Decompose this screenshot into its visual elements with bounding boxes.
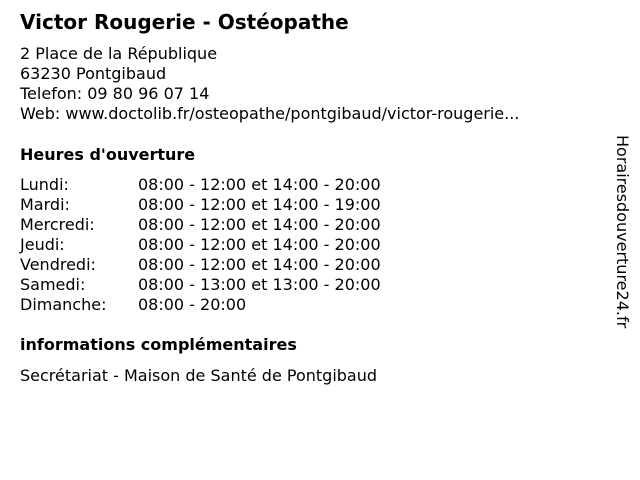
- opening-hours-table: [20, 175, 440, 315]
- hours-time: 08:00 - 12:00 et 14:00 - 20:00: [138, 235, 381, 254]
- hours-time: 08:00 - 12:00 et 14:00 - 20:00: [138, 255, 381, 274]
- address-city: 63230 Pontgibaud: [20, 64, 167, 83]
- website-link[interactable]: Web: www.doctolib.fr/osteopathe/pontgibaud/victor-rougerie...: [20, 104, 520, 123]
- hours-time: 08:00 - 12:00 et 14:00 - 19:00: [138, 195, 381, 214]
- hours-day: Lundi:: [20, 175, 69, 194]
- hours-heading: Heures d'ouverture: [20, 145, 196, 164]
- hours-row-friday: [20, 255, 440, 275]
- phone-number: Telefon: 09 80 96 07 14: [20, 84, 210, 103]
- hours-row-monday: [20, 175, 440, 195]
- address-street: 2 Place de la République: [20, 44, 218, 63]
- hours-day: Mercredi:: [20, 215, 95, 234]
- additional-info-text: Secrétariat - Maison de Santé de Pontgibaud: [20, 366, 378, 385]
- hours-day: Samedi:: [20, 275, 86, 294]
- hours-row-tuesday: [20, 195, 440, 215]
- hours-day: Mardi:: [20, 195, 70, 214]
- additional-info-heading: informations complémentaires: [20, 335, 297, 354]
- site-watermark: [612, 135, 632, 371]
- hours-day: Dimanche:: [20, 295, 107, 314]
- watermark-text: Horairesdouverture24.fr: [613, 135, 632, 329]
- business-name: Victor Rougerie - Ostéopathe: [20, 10, 349, 34]
- hours-day: Jeudi:: [20, 235, 65, 254]
- hours-time: 08:00 - 13:00 et 13:00 - 20:00: [138, 275, 381, 294]
- hours-time: 08:00 - 12:00 et 14:00 - 20:00: [138, 215, 381, 234]
- hours-time: 08:00 - 20:00: [138, 295, 247, 314]
- address-block: [20, 44, 519, 124]
- hours-time: 08:00 - 12:00 et 14:00 - 20:00: [138, 175, 381, 194]
- hours-row-thursday: [20, 235, 440, 255]
- hours-day: Vendredi:: [20, 255, 96, 274]
- hours-row-saturday: [20, 275, 440, 295]
- hours-row-wednesday: [20, 215, 440, 235]
- hours-row-sunday: [20, 295, 440, 315]
